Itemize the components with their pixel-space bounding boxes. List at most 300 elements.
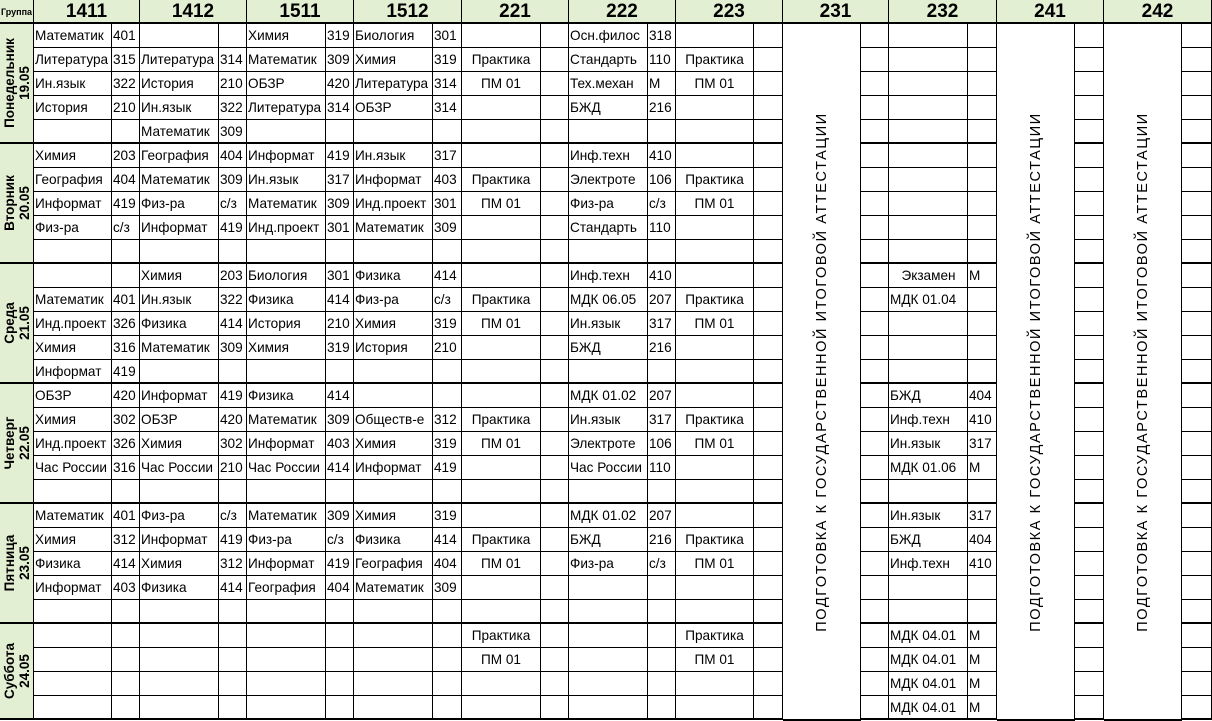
lesson-subject-cell — [889, 360, 968, 384]
lesson-subject-cell: Час России — [140, 456, 219, 480]
attestation-column-231 — [783, 24, 861, 721]
empty-cell — [1075, 456, 1104, 480]
lesson-subject-cell: Инд.проект — [34, 432, 112, 456]
empty-cell — [861, 672, 889, 696]
lesson-subject-cell: География — [34, 168, 112, 192]
lesson-subject-cell — [140, 696, 219, 720]
lesson-subject-cell: Физика — [140, 576, 219, 600]
empty-cell — [861, 216, 889, 240]
empty-cell — [861, 72, 889, 96]
lesson-room-cell: 207 — [648, 504, 676, 528]
lesson-room-cell: 317 — [326, 168, 354, 192]
lesson-room-cell — [754, 240, 783, 264]
lesson-subject-cell: Час России — [247, 456, 326, 480]
lesson-subject-cell: Химия — [34, 528, 112, 552]
lesson-room-cell — [541, 288, 569, 312]
lesson-subject-cell — [889, 240, 968, 264]
lesson-room-cell: 317 — [968, 432, 997, 456]
lesson-subject-cell: ПМ 01 — [676, 552, 754, 576]
empty-cell — [1075, 480, 1104, 504]
lesson-subject-cell: МДК 04.01 — [889, 672, 968, 696]
lesson-subject-cell: Электроте — [569, 432, 648, 456]
lesson-room-cell: 210 — [219, 72, 247, 96]
lesson-subject-cell — [247, 600, 326, 624]
lesson-room-cell — [541, 168, 569, 192]
day-name-date — [2, 302, 32, 344]
lesson-subject-cell: Химия — [34, 408, 112, 432]
lesson-subject-cell — [462, 144, 541, 168]
empty-cell — [861, 648, 889, 672]
lesson-room-cell — [541, 96, 569, 120]
lesson-subject-cell: ПМ 01 — [676, 312, 754, 336]
lesson-subject-cell — [462, 672, 541, 696]
lesson-subject-cell: История — [140, 72, 219, 96]
lesson-subject-cell: Физ-ра — [354, 288, 433, 312]
lesson-room-cell — [648, 600, 676, 624]
lesson-room-cell — [754, 336, 783, 360]
lesson-subject-cell: Стандарть — [569, 48, 648, 72]
lesson-room-cell: 318 — [648, 24, 676, 48]
lesson-room-cell: 314 — [433, 72, 462, 96]
lesson-room-cell: 322 — [112, 72, 140, 96]
lesson-room-cell: 210 — [112, 96, 140, 120]
lesson-room-cell — [541, 120, 569, 144]
lesson-subject-cell — [462, 504, 541, 528]
lesson-subject-cell: БЖД — [569, 336, 648, 360]
lesson-subject-cell — [676, 264, 754, 288]
lesson-room-cell: 404 — [326, 576, 354, 600]
lesson-subject-cell: Физика — [354, 264, 433, 288]
lesson-subject-cell: Физика — [34, 552, 112, 576]
lesson-subject-cell — [889, 312, 968, 336]
lesson-room-cell — [326, 480, 354, 504]
lesson-subject-cell: Инд.проект — [354, 192, 433, 216]
lesson-subject-cell — [889, 24, 968, 48]
lesson-room-cell — [968, 168, 997, 192]
lesson-subject-cell: Инф.техн — [889, 408, 968, 432]
lesson-subject-cell — [462, 240, 541, 264]
lesson-room-cell — [112, 120, 140, 144]
lesson-subject-cell — [889, 144, 968, 168]
lesson-room-cell — [754, 504, 783, 528]
day-label-4 — [0, 504, 34, 624]
lesson-subject-cell — [462, 96, 541, 120]
lesson-room-cell: 419 — [326, 552, 354, 576]
day-name: Четверг — [1, 416, 17, 470]
empty-cell — [1182, 120, 1212, 144]
lesson-room-cell — [754, 168, 783, 192]
lesson-room-cell: 420 — [219, 408, 247, 432]
lesson-subject-cell: БЖД — [889, 528, 968, 552]
lesson-room-cell: 419 — [219, 216, 247, 240]
empty-cell — [861, 264, 889, 288]
lesson-subject-cell: Математик — [140, 168, 219, 192]
lesson-subject-cell: Биология — [354, 24, 433, 48]
lesson-subject-cell: Химия — [247, 336, 326, 360]
lesson-subject-cell: БЖД — [569, 528, 648, 552]
lesson-subject-cell — [354, 384, 433, 408]
day-label-1 — [0, 144, 34, 264]
lesson-room-cell: 203 — [112, 144, 140, 168]
lesson-room-cell: 216 — [648, 96, 676, 120]
empty-cell — [1182, 456, 1212, 480]
lesson-subject-cell: МДК 06.05 — [569, 288, 648, 312]
lesson-subject-cell: Стандарть — [569, 216, 648, 240]
empty-cell — [1075, 288, 1104, 312]
lesson-room-cell: с/з — [648, 552, 676, 576]
day-date: 23.05 — [16, 546, 32, 580]
lesson-room-cell: 203 — [219, 264, 247, 288]
empty-cell — [1182, 624, 1212, 648]
lesson-room-cell: 110 — [648, 216, 676, 240]
lesson-subject-cell — [889, 216, 968, 240]
lesson-subject-cell: Информат — [247, 144, 326, 168]
lesson-subject-cell — [247, 240, 326, 264]
lesson-room-cell — [754, 480, 783, 504]
lesson-subject-cell: ПМ 01 — [462, 72, 541, 96]
day-date: 24.05 — [16, 654, 32, 688]
lesson-subject-cell — [354, 480, 433, 504]
lesson-room-cell — [433, 672, 462, 696]
lesson-subject-cell: Физика — [247, 384, 326, 408]
lesson-room-cell: 317 — [648, 312, 676, 336]
empty-cell — [1075, 336, 1104, 360]
empty-cell — [1182, 168, 1212, 192]
lesson-room-cell — [754, 648, 783, 672]
lesson-subject-cell: Практика — [676, 48, 754, 72]
lesson-subject-cell — [569, 600, 648, 624]
day-name-date — [2, 535, 32, 592]
lesson-room-cell — [541, 624, 569, 648]
lesson-subject-cell: ПМ 01 — [462, 432, 541, 456]
lesson-subject-cell — [889, 72, 968, 96]
lesson-room-cell — [754, 384, 783, 408]
empty-cell — [1075, 432, 1104, 456]
lesson-room-cell — [648, 120, 676, 144]
empty-cell — [1182, 552, 1212, 576]
lesson-room-cell — [219, 696, 247, 720]
lesson-room-cell — [754, 576, 783, 600]
lesson-subject-cell — [462, 480, 541, 504]
lesson-subject-cell: Инф.техн — [569, 264, 648, 288]
lesson-subject-cell: Ин.язык — [569, 408, 648, 432]
lesson-subject-cell: Практика — [676, 408, 754, 432]
lesson-subject-cell: Физ-ра — [34, 216, 112, 240]
empty-cell — [861, 144, 889, 168]
lesson-subject-cell: География — [354, 552, 433, 576]
lesson-room-cell — [754, 624, 783, 648]
lesson-room-cell — [968, 192, 997, 216]
lesson-subject-cell: Математик — [34, 24, 112, 48]
empty-cell — [1182, 600, 1212, 624]
lesson-room-cell — [541, 360, 569, 384]
lesson-subject-cell — [354, 672, 433, 696]
lesson-room-cell: 403 — [112, 576, 140, 600]
lesson-subject-cell: Практика — [462, 528, 541, 552]
lesson-subject-cell: Химия — [34, 336, 112, 360]
lesson-subject-cell: Практика — [676, 288, 754, 312]
attestation-text: ПОДГОТОВКА К ГОСУДАРСТВЕННОЙ ИТОГОВОЙ АТТЕСТАЦИИ — [1027, 111, 1044, 632]
lesson-room-cell — [326, 696, 354, 720]
lesson-room-cell — [968, 216, 997, 240]
lesson-room-cell: 210 — [326, 312, 354, 336]
lesson-room-cell: М — [968, 624, 997, 648]
lesson-subject-cell: Физ-ра — [247, 528, 326, 552]
lesson-room-cell — [968, 48, 997, 72]
lesson-subject-cell — [676, 600, 754, 624]
empty-cell — [861, 240, 889, 264]
lesson-subject-cell: Физика — [140, 312, 219, 336]
group-header-223: 223 — [676, 0, 783, 24]
lesson-subject-cell: История — [34, 96, 112, 120]
lesson-room-cell: 110 — [648, 48, 676, 72]
empty-cell — [1182, 216, 1212, 240]
group-header-1411: 1411 — [34, 0, 140, 24]
lesson-subject-cell: МДК 01.02 — [569, 504, 648, 528]
lesson-subject-cell — [676, 504, 754, 528]
lesson-subject-cell: Практика — [462, 408, 541, 432]
lesson-subject-cell — [676, 216, 754, 240]
lesson-subject-cell — [34, 264, 112, 288]
lesson-subject-cell: Химия — [34, 144, 112, 168]
lesson-room-cell — [968, 120, 997, 144]
empty-cell — [1075, 360, 1104, 384]
lesson-room-cell — [968, 360, 997, 384]
lesson-room-cell: 319 — [433, 312, 462, 336]
lesson-room-cell: 210 — [433, 336, 462, 360]
lesson-subject-cell: Практика — [462, 288, 541, 312]
empty-cell — [1075, 216, 1104, 240]
lesson-room-cell — [754, 96, 783, 120]
empty-cell — [861, 552, 889, 576]
lesson-subject-cell — [140, 672, 219, 696]
lesson-room-cell — [754, 192, 783, 216]
lesson-subject-cell — [34, 240, 112, 264]
lesson-room-cell — [754, 24, 783, 48]
lesson-room-cell — [433, 384, 462, 408]
lesson-room-cell: 317 — [648, 408, 676, 432]
lesson-room-cell: 309 — [326, 48, 354, 72]
lesson-room-cell — [754, 72, 783, 96]
day-date: 19.05 — [16, 66, 32, 100]
empty-cell — [1182, 240, 1212, 264]
empty-cell — [1075, 96, 1104, 120]
lesson-room-cell — [754, 432, 783, 456]
lesson-subject-cell: Литература — [34, 48, 112, 72]
lesson-subject-cell: Информат — [354, 456, 433, 480]
empty-cell — [1075, 72, 1104, 96]
lesson-room-cell — [433, 624, 462, 648]
lesson-room-cell — [968, 144, 997, 168]
empty-cell — [861, 168, 889, 192]
lesson-subject-cell — [462, 120, 541, 144]
group-header-232: 232 — [889, 0, 997, 24]
lesson-room-cell — [648, 696, 676, 720]
lesson-room-cell: 420 — [112, 384, 140, 408]
lesson-subject-cell — [676, 696, 754, 720]
group-header-221: 221 — [462, 0, 569, 24]
lesson-subject-cell — [676, 576, 754, 600]
lesson-subject-cell — [140, 648, 219, 672]
empty-cell — [1182, 288, 1212, 312]
lesson-subject-cell: Практика — [462, 48, 541, 72]
lesson-subject-cell: ПМ 01 — [676, 648, 754, 672]
lesson-subject-cell: Химия — [140, 432, 219, 456]
lesson-subject-cell: Тех.механ — [569, 72, 648, 96]
empty-cell — [1075, 528, 1104, 552]
empty-cell — [861, 120, 889, 144]
empty-cell — [861, 624, 889, 648]
empty-cell — [1075, 312, 1104, 336]
lesson-room-cell — [968, 24, 997, 48]
lesson-subject-cell: Информат — [34, 360, 112, 384]
lesson-subject-cell — [569, 480, 648, 504]
empty-cell — [1075, 48, 1104, 72]
lesson-subject-cell: Ин.язык — [889, 432, 968, 456]
lesson-subject-cell: Физ-ра — [140, 504, 219, 528]
lesson-room-cell — [968, 96, 997, 120]
lesson-room-cell: 317 — [968, 504, 997, 528]
lesson-room-cell — [326, 672, 354, 696]
group-header-1512: 1512 — [354, 0, 462, 24]
empty-cell — [1075, 144, 1104, 168]
lesson-room-cell — [326, 240, 354, 264]
lesson-subject-cell — [462, 600, 541, 624]
lesson-subject-cell: Электроте — [569, 168, 648, 192]
lesson-room-cell — [541, 480, 569, 504]
empty-cell — [1075, 624, 1104, 648]
lesson-subject-cell: Информат — [140, 384, 219, 408]
lesson-room-cell — [648, 240, 676, 264]
lesson-subject-cell — [676, 456, 754, 480]
lesson-room-cell — [219, 240, 247, 264]
lesson-room-cell: 316 — [112, 456, 140, 480]
lesson-room-cell — [433, 360, 462, 384]
lesson-subject-cell — [462, 456, 541, 480]
lesson-subject-cell: Физ-ра — [569, 552, 648, 576]
lesson-subject-cell — [462, 216, 541, 240]
empty-cell — [861, 48, 889, 72]
empty-cell — [861, 24, 889, 48]
lesson-subject-cell: Час России — [34, 456, 112, 480]
empty-cell — [1182, 480, 1212, 504]
lesson-room-cell — [541, 696, 569, 720]
lesson-room-cell: М — [648, 72, 676, 96]
empty-cell — [1182, 144, 1212, 168]
lesson-room-cell: 216 — [648, 528, 676, 552]
lesson-room-cell — [326, 600, 354, 624]
lesson-subject-cell: Информат — [247, 432, 326, 456]
lesson-room-cell: 301 — [433, 192, 462, 216]
lesson-room-cell: 414 — [433, 264, 462, 288]
lesson-subject-cell — [34, 480, 112, 504]
lesson-room-cell: 319 — [433, 48, 462, 72]
lesson-subject-cell — [462, 24, 541, 48]
lesson-subject-cell: Математик — [354, 576, 433, 600]
lesson-subject-cell: Литература — [354, 72, 433, 96]
lesson-room-cell: 419 — [112, 192, 140, 216]
lesson-subject-cell: ПМ 01 — [462, 552, 541, 576]
empty-cell — [861, 336, 889, 360]
lesson-room-cell — [541, 504, 569, 528]
lesson-subject-cell — [462, 336, 541, 360]
lesson-room-cell: 312 — [219, 552, 247, 576]
lesson-room-cell — [112, 240, 140, 264]
lesson-subject-cell — [569, 360, 648, 384]
attestation-text: ПОДГОТОВКА К ГОСУДАРСТВЕННОЙ ИТОГОВОЙ АТТЕСТАЦИИ — [1134, 111, 1151, 632]
lesson-room-cell — [541, 384, 569, 408]
lesson-room-cell: 404 — [968, 528, 997, 552]
lesson-subject-cell: Час России — [569, 456, 648, 480]
lesson-room-cell: 401 — [112, 24, 140, 48]
lesson-subject-cell: История — [247, 312, 326, 336]
lesson-room-cell: 302 — [219, 432, 247, 456]
lesson-subject-cell — [247, 672, 326, 696]
lesson-room-cell: 315 — [112, 48, 140, 72]
lesson-subject-cell: ПМ 01 — [676, 72, 754, 96]
lesson-subject-cell: ПМ 01 — [676, 432, 754, 456]
group-header-label: Группа — [0, 0, 34, 24]
lesson-room-cell: 419 — [433, 456, 462, 480]
empty-cell — [1075, 264, 1104, 288]
lesson-room-cell: 410 — [968, 552, 997, 576]
empty-cell — [1182, 48, 1212, 72]
lesson-subject-cell: ПМ 01 — [676, 192, 754, 216]
lesson-room-cell — [219, 24, 247, 48]
lesson-subject-cell — [34, 624, 112, 648]
lesson-room-cell — [112, 480, 140, 504]
lesson-subject-cell — [247, 360, 326, 384]
lesson-subject-cell: МДК 04.01 — [889, 624, 968, 648]
lesson-room-cell — [219, 624, 247, 648]
lesson-room-cell — [968, 600, 997, 624]
lesson-subject-cell: БЖД — [889, 384, 968, 408]
lesson-subject-cell — [676, 336, 754, 360]
lesson-room-cell — [754, 312, 783, 336]
empty-cell — [1075, 192, 1104, 216]
lesson-subject-cell: География — [247, 576, 326, 600]
lesson-room-cell: 309 — [219, 120, 247, 144]
empty-cell — [1182, 648, 1212, 672]
lesson-room-cell: с/з — [433, 288, 462, 312]
lesson-room-cell — [541, 528, 569, 552]
lesson-room-cell — [648, 672, 676, 696]
empty-cell — [1075, 648, 1104, 672]
empty-cell — [861, 360, 889, 384]
lesson-room-cell — [219, 360, 247, 384]
lesson-subject-cell — [889, 576, 968, 600]
lesson-room-cell: 312 — [433, 408, 462, 432]
lesson-subject-cell — [889, 336, 968, 360]
lesson-subject-cell: Математик — [34, 288, 112, 312]
lesson-room-cell — [112, 696, 140, 720]
lesson-room-cell — [648, 624, 676, 648]
lesson-subject-cell: Информат — [34, 192, 112, 216]
lesson-room-cell: 420 — [326, 72, 354, 96]
lesson-room-cell: 319 — [326, 24, 354, 48]
lesson-room-cell — [541, 432, 569, 456]
lesson-room-cell: 414 — [326, 288, 354, 312]
empty-cell — [861, 576, 889, 600]
lesson-room-cell — [433, 240, 462, 264]
empty-cell — [1182, 576, 1212, 600]
lesson-subject-cell — [34, 672, 112, 696]
lesson-room-cell — [648, 480, 676, 504]
lesson-room-cell — [112, 264, 140, 288]
day-name-date — [2, 417, 32, 470]
lesson-subject-cell: Математик — [140, 336, 219, 360]
lesson-room-cell — [968, 312, 997, 336]
